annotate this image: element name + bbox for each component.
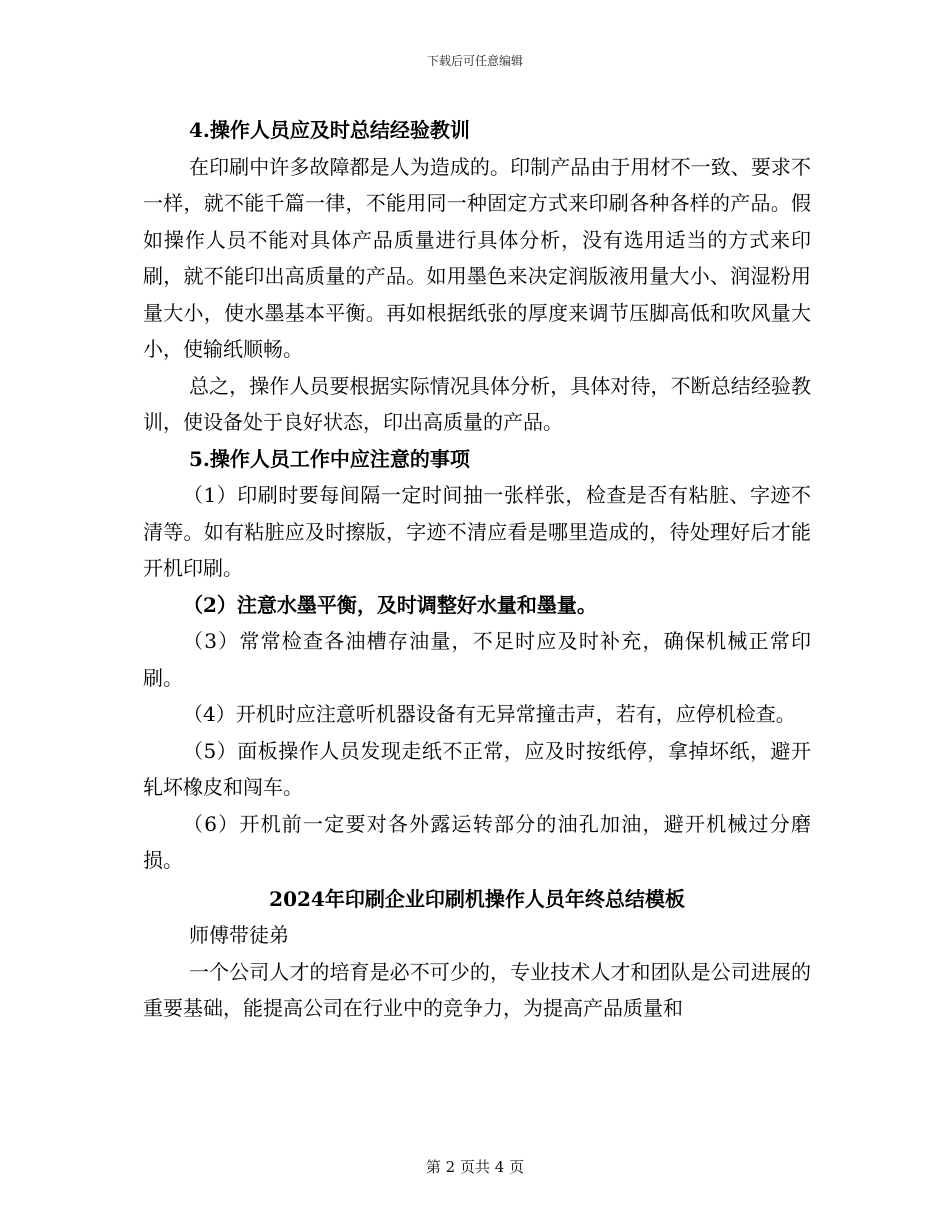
section-4-paragraph-1: 在印刷中许多故障都是人为造成的。印制产品由于用材不一致、要求不一样，就不能千篇一律，不能用同一种固定方式来印刷各种各样的产品。假如操作人员不能对具体产品质量进行具体分析，没有选用适当的方式来印刷，就不能印出高质量的产品。如用墨色来决定润版液用量大小、润湿粉用量大小，使水墨基本平衡。再如根据纸张的厚度来调节压脚高低和吹风量大小，使输纸顺畅。 <box>143 154 811 361</box>
list-item-1: （1）印刷时要每间隔一定时间抽一张样张，检查是否有粘脏、字迹不清等。如有粘脏应及时擦版，字迹不清应看是哪里造成的，待处理好后才能开机印刷。 <box>143 483 811 580</box>
page-header: 下载后可任意编辑 <box>426 54 523 68</box>
page-footer: 第 2 页共 4 页 <box>425 1158 525 1176</box>
section-5-heading: 5.操作人员工作中应注意的事项 <box>189 446 470 471</box>
list-item-5: （5）面板操作人员发现走纸不正常，应及时按纸停，拿掉坏纸，避开轧坏橡皮和闯车。 <box>143 738 811 799</box>
list-item-2: （2）注意水墨平衡，及时调整好水量和墨量。 <box>183 592 597 617</box>
list-item-3: （3）常常检查各油槽存油量，不足时应及时补充，确保机械正常印刷。 <box>143 629 811 690</box>
body-paragraph: 一个公司人才的培育是必不可少的，专业技术人才和团队是公司进展的重要基础，能提高公司在行业中的竞争力，为提高产品质量和 <box>143 959 811 1020</box>
section-4-paragraph-2: 总之，操作人员要根据实际情况具体分析，具体对待，不断总结经验教训，使设备处于良好状态，印出高质量的产品。 <box>143 373 811 434</box>
list-item-6: （6）开机前一定要对各外露运转部分的油孔加油，避开机械过分磨损。 <box>143 811 811 872</box>
document-title: 2024年印刷企业印刷机操作人员年终总结模板 <box>269 886 685 911</box>
sub-heading: 师傅带徒弟 <box>189 923 289 947</box>
list-item-4: （4）开机时应注意听机器设备有无异常撞击声，若有，应停机检查。 <box>183 702 796 726</box>
section-4-heading: 4.操作人员应及时总结经验教训 <box>189 118 470 142</box>
document-body <box>143 112 811 1027</box>
